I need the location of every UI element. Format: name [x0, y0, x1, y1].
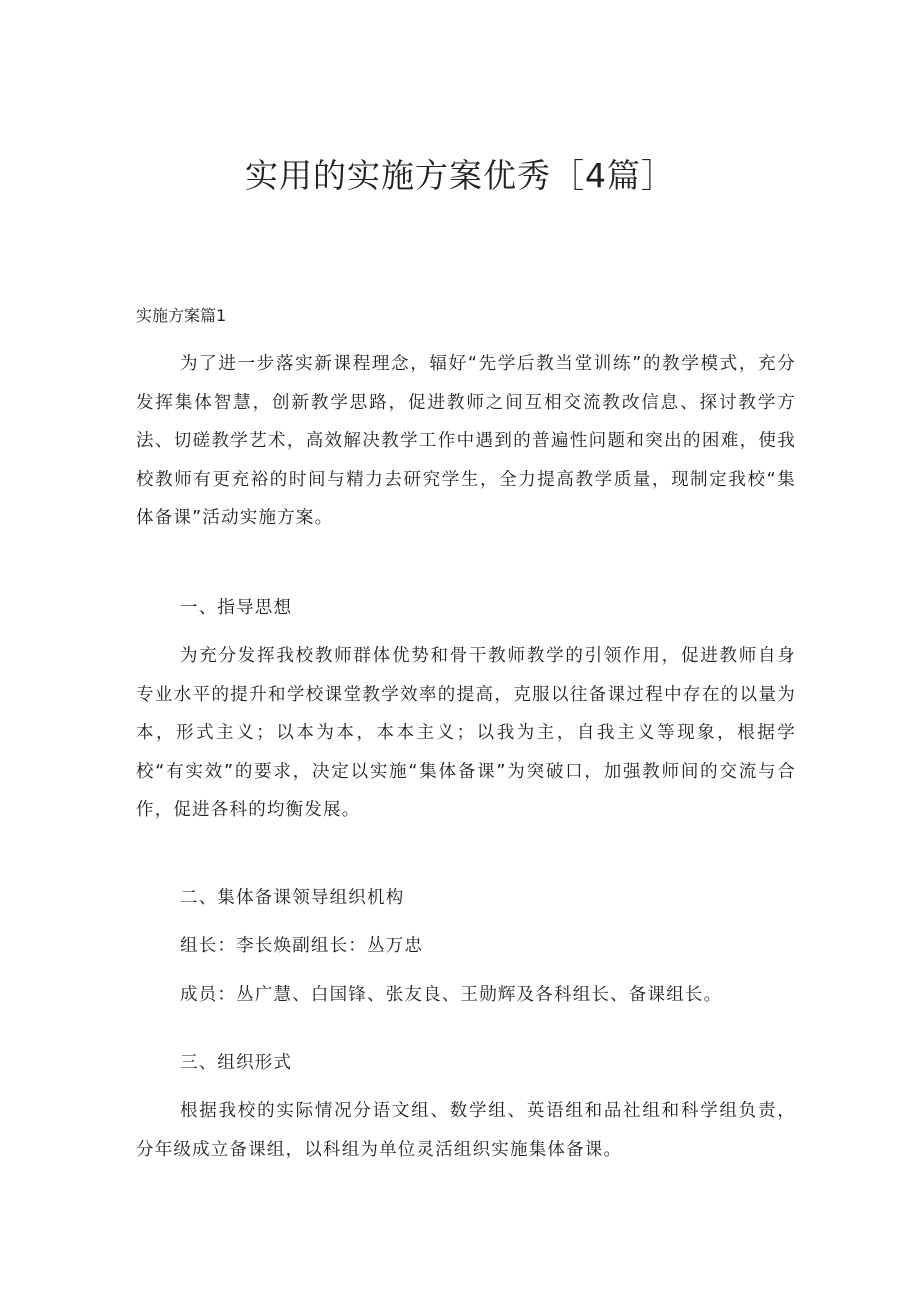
heading-guiding-thought: 一、指导思想 [180, 598, 293, 618]
members-line: 成员：丛广慧、白国锋、张友良、王勋辉及各科组长、备课组长。 [180, 985, 723, 1005]
heading-organization-form: 三、组织形式 [180, 1053, 293, 1073]
heading-organization: 二、集体备课领导组织机构 [180, 888, 405, 908]
leaders-line: 组长：李长焕副组长：丛万忠 [180, 936, 424, 956]
intro-paragraph: 为了进一步落实新课程理念，辐好“先学后教当堂训练”的教学模式，充分发挥集体智慧，创新教学思路，促进教师之间互相交流教改信息、探讨教学方法、切磋教学艺术，高效解决教学工作中遇到的普遍性问题和突出的困难，使我校教师有更充裕的时间与精力去研究学生，全力提高教学质量，现制定我校“集体备课”活动实施方案。 [136, 354, 796, 528]
guiding-thought-paragraph: 为充分发挥我校教师群体优势和骨干教师教学的引领作用，促进教师自身专业水平的提升和学校课堂教学效率的提高，克服以往备课过程中存在的以量为本，形式主义；以本为本，本本主义；以我为主，自我主义等现象，根据学校“有实效”的要求，决定以实施“集体备课”为突破口，加强教师间的交流与合作，促进各科的均衡发展。 [136, 646, 796, 820]
document-title: 实用的实施方案优秀［4篇］ [245, 156, 675, 195]
organization-form-paragraph: 根据我校的实际情况分语文组、数学组、英语组和品社组和科学组负责，分年级成立备课组，以科组为单位灵活组织实施集体备课。 [136, 1101, 796, 1160]
section-label: 实施方案篇1 [136, 306, 227, 325]
